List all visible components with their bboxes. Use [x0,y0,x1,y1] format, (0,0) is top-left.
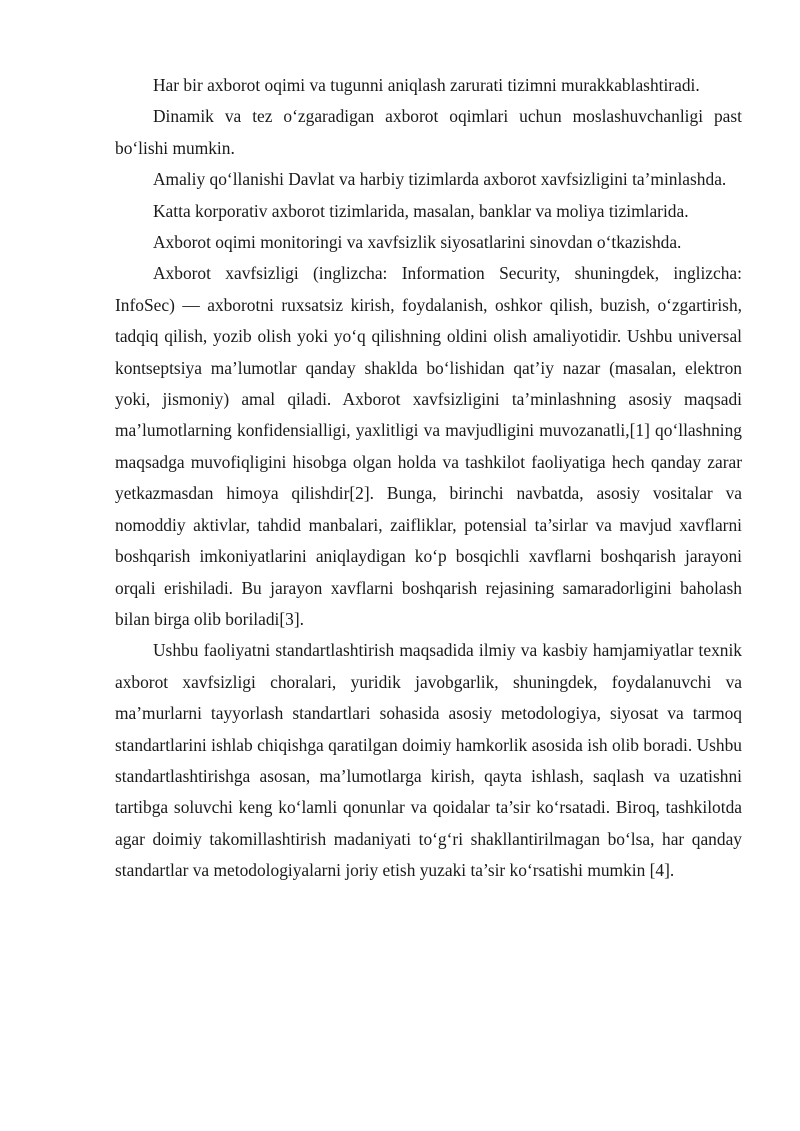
paragraph-5: Axborot oqimi monitoringi va xavfsizlik siyosatlarini sinovdan o‘tkazishda. [153,232,682,253]
paragraph-6: Axborot xavfsizligi (inglizcha: Information Security, shuningdek, inglizcha: InfoSec) — axborotni ruxsatsiz kirish, foydalanish, oshkor qilish, buzish, o‘zgartirish, tadqiq qilish, yozib olish yoki yo‘q qilishning oldini olish amaliyotidir. Ushbu universal kontseptsiya ma’lumotlar qanday shaklda bo‘lishidan qat’iy nazar (masalan, elektron yoki, jismoniy) amal qiladi. Axborot xavfsizligini ta’minlashning asosiy maqsadi ma’lumotlarning konfidensialligi, yaxlitligi va mavjudligini muvozanatli,[1] qo‘llashning maqsadga muvofiqligini hisobga olgan holda va tashkilot faoliyatiga hech qanday zarar yetkazmasdan himoya qilishdir[2]. Bunga, birinchi navbatda, asosiy vositalar va nomoddiy aktivlar, tahdid manbalari, zaifliklar, potensial ta’sirlar va mavjud xavflarni boshqarish imkoniyatlarini aniqlaydigan ko‘p bosqichli xavflarni boshqarish jarayoni orqali erishiladi. Bu jarayon xavflarni boshqarish rejasining samaradorligini baholash bilan birga olib boriladi[3]. [115,263,742,629]
paragraph-2: Dinamik va tez o‘zgaradigan axborot oqimlari uchun moslashuvchanligi past bo‘lishi mumkin. [115,106,742,158]
document-page [115,70,742,887]
paragraph-3: Amaliy qo‘llanishi Davlat va harbiy tizimlarda axborot xavfsizligini ta’minlashda. [153,169,727,190]
paragraph-7: Ushbu faoliyatni standartlashtirish maqsadida ilmiy va kasbiy hamjamiyatlar texnik axborot xavfsizligi choralari, yuridik javobgarlik, shuningdek, foydalanuvchi va ma’murlarni tayyorlash standartlari sohasida asosiy metodologiya, siyosat va tarmoq standartlarini ishlab chiqishga qaratilgan doimiy hamkorlik asosida ish olib boradi. Ushbu standartlashtirishga asosan, ma’lumotlarga kirish, qayta ishlash, saqlash va uzatishni tartibga soluvchi keng ko‘lamli qonunlar va qoidalar ta’sir ko‘rsatadi. Biroq, tashkilotda agar doimiy takomillashtirish madaniyati to‘g‘ri shakllantirilmagan bo‘lsa, har qanday standartlar va metodologiyalarni joriy etish yuzaki ta’sir ko‘rsatishi mumkin [4]. [115,640,742,881]
paragraph-1: Har bir axborot oqimi va tugunni aniqlash zarurati tizimni murakkablashtiradi. [153,75,700,95]
paragraph-4: Katta korporativ axborot tizimlarida, masalan, banklar va moliya tizimlarida. [153,200,689,221]
